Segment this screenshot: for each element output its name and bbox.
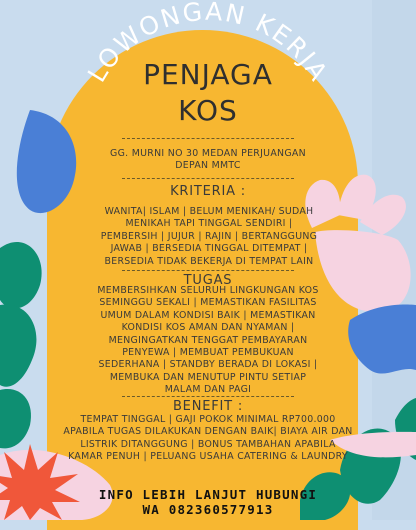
title-line-1: PENJAGA [143, 58, 273, 91]
footer-whatsapp[interactable]: WA 082360577913 [142, 502, 274, 517]
kriteria-text: WANITA| ISLAM | BELUM MENIKAH/ SUDAH MENIKAH TAPI TINGGAL SENDIRI | PEMBERSIH | JUJUR | RAJIN | BERTANGGUNG JAWAB | BERSEDIA TINGGAL DITEMPAT | BERSEDIA TIDAK BEKERJA DI TEMPAT LAIN [100, 206, 318, 267]
divider-top [122, 138, 294, 139]
title-line-2: KOS [178, 94, 238, 127]
footer-info-line: INFO LEBIH LANJUT HUBUNGI [98, 487, 318, 502]
tugas-text: MEMBERSIHKAN SELURUH LINGKUNGAN KOS SEMINGGU SEKALI | MEMASTIKAN FASILITAS UMUM DALAM KONDISI BAIK | MEMASTIKAN KONDISI KOS AMAN DAN NYAMAN | MENGINGATKAN TENGGAT PEMBAYARAN PENYEWA | MEMBUAT PEMBUKUAN SEDERHANA | STANDBY BERADA DI LOKASI | MEMBUKA DAN MENUTUP PINTU SETIAP MALAM DAN PAGI [97, 285, 319, 396]
blue-blob-right [348, 304, 416, 373]
curved-title-text: LOWONGAN KERJA [81, 0, 334, 88]
divider-address [122, 178, 294, 179]
kriteria-heading: KRITERIA : [170, 184, 246, 199]
address-text: GG. MURNI NO 30 MEDAN PERJUANGAN DEPAN MMTC [110, 148, 306, 172]
benefit-heading: BENEFIT : [172, 399, 244, 414]
benefit-text: TEMPAT TINGGAL | GAJI POKOK MINIMAL RP700.000 APABILA TUGAS DILAKUKAN DENGAN BAIK| BIAYA AIR DAN LISTRIK DITANGGUNG | BONUS TAMBAHAN APABILA KAMAR PENUH | PELUANG USAHA CATERING & LAUNDRY [63, 414, 353, 463]
tugas-heading: TUGAS [183, 273, 233, 288]
divider-tugas [122, 396, 294, 397]
divider-kriteria [122, 270, 294, 271]
